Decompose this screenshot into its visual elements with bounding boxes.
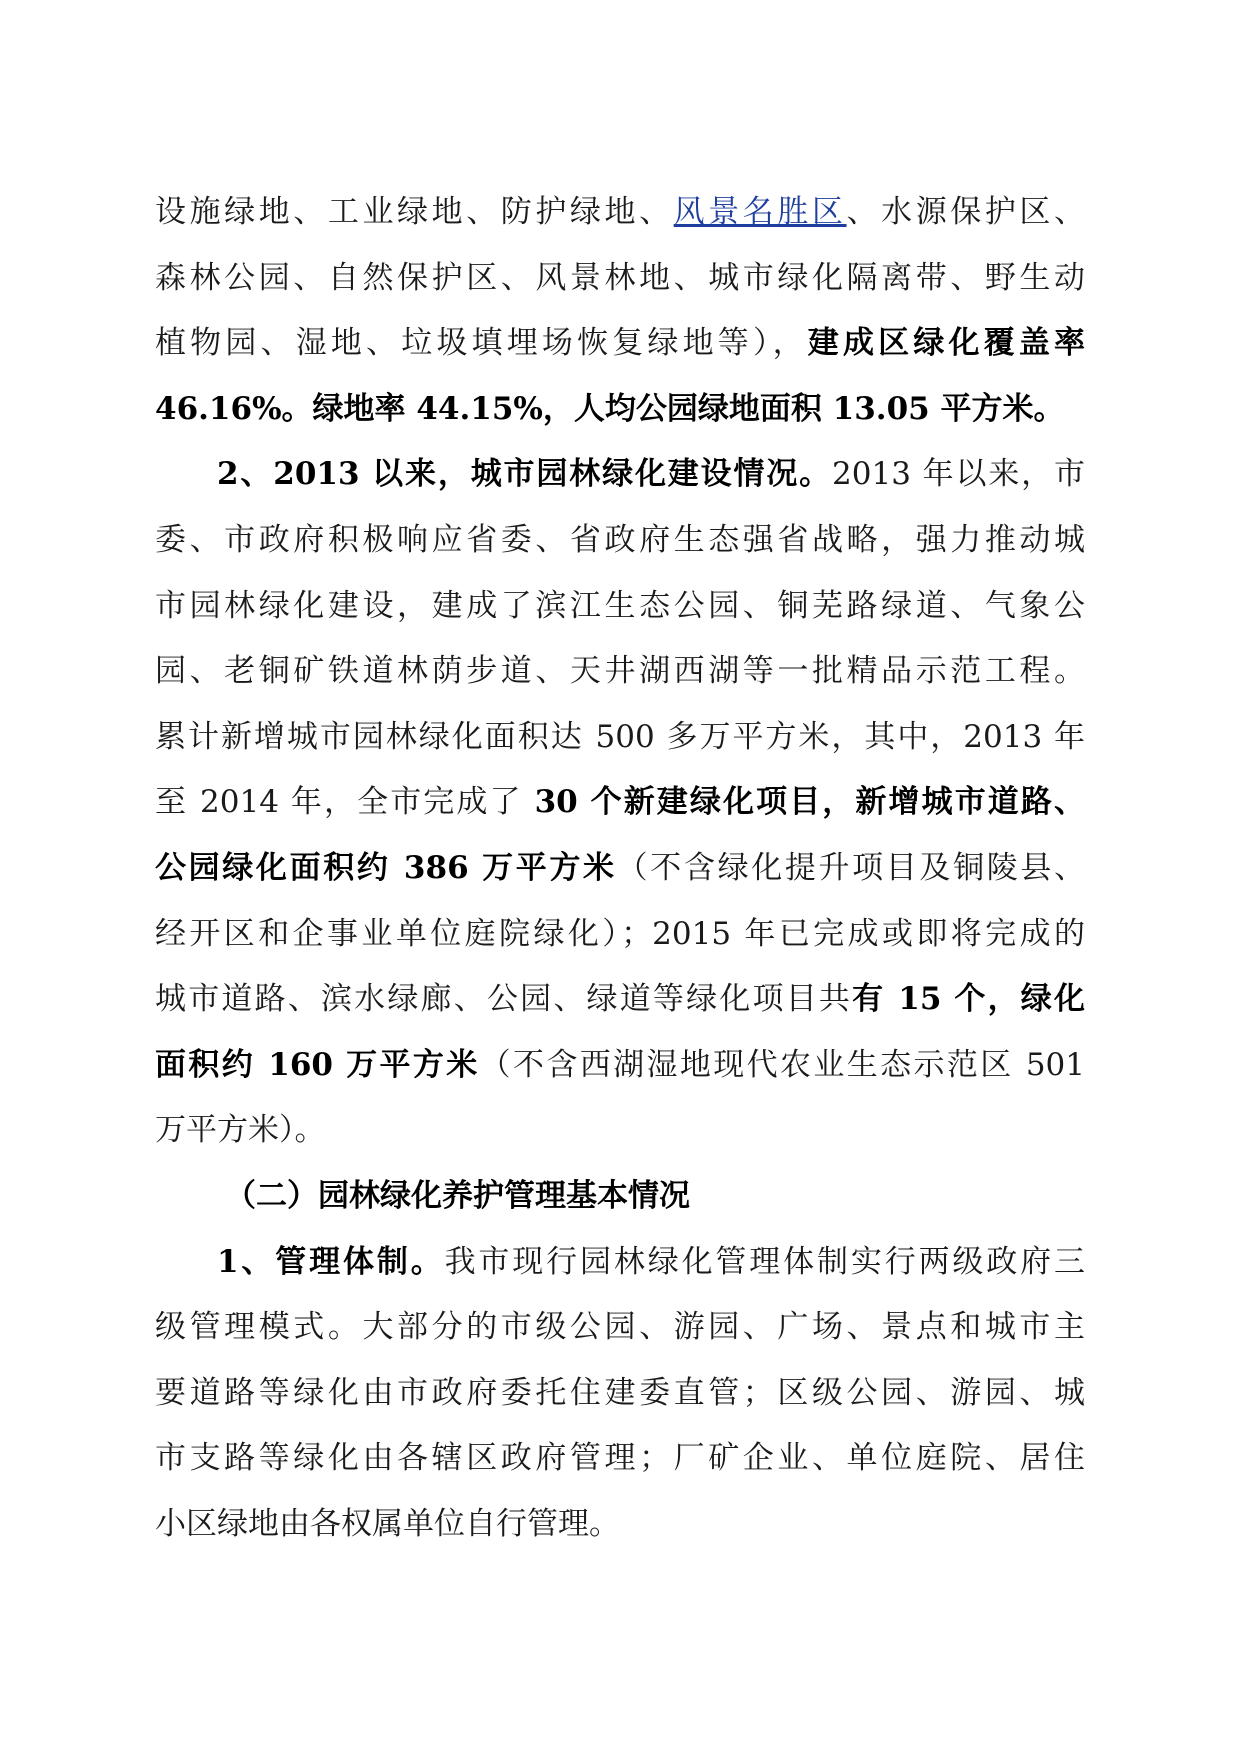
text-line: 市园林绿化建设，建成了滨江生态公园、铜芜路绿道、气象公	[155, 587, 1085, 624]
heading-text: （二）园林绿化养护管理基本情况	[225, 1177, 690, 1214]
scenic-area-link[interactable]: 风景名胜区	[673, 194, 847, 230]
document-body	[155, 180, 1085, 1557]
text-span: 我市现行园林绿化管理体制实行两级政府三	[444, 1243, 1085, 1280]
text-line: 园、老铜矿铁道林荫步道、天井湖西湖等一批精品示范工程。	[155, 653, 1085, 690]
text-line: 累计新增城市园林绿化面积达 500 多万平方米，其中，2013 年	[155, 718, 1085, 755]
section-lead: 1、管理体制。	[217, 1243, 445, 1280]
text-span: 植物园、湿地、垃圾填埋场恢复绿地等），	[155, 325, 808, 362]
text-span: （不含绿化提升项目及铜陵县、	[616, 849, 1085, 886]
text-line	[155, 377, 1085, 443]
text-span: 城市道路、滨水绿廊、公园、绿道等绿化项目共	[155, 981, 853, 1018]
text-line: 万平方米）。	[155, 1112, 326, 1149]
text-line	[155, 967, 1085, 1033]
text-line: 要道路等绿化由市政府委托住建委直管；区级公园、游园、城	[155, 1374, 1085, 1411]
section-lead: 2、2013 以来，城市园林绿化建设情况。	[217, 456, 833, 493]
text-span: 至 2014 年，全市完成了	[155, 784, 535, 821]
text-line: 小区绿地由各权属单位自行管理。	[155, 1505, 620, 1542]
bold-text: 30 个新建绿化项目，新增城市道路、	[534, 784, 1085, 821]
text-line	[155, 770, 1085, 836]
bold-text: 建成区绿化覆盖率	[807, 325, 1085, 362]
text-line: 市支路等绿化由各辖区政府管理；厂矿企业、单位庭院、居住	[155, 1440, 1085, 1477]
bold-text: 公园绿化面积约 386 万平方米	[155, 849, 617, 886]
text-span: 设施绿地、工业绿地、防护绿地、	[155, 194, 674, 230]
paragraph-start	[155, 1230, 1085, 1296]
bold-text: 面积约 160 万平方米	[155, 1046, 480, 1083]
text-line	[155, 180, 1085, 246]
text-line: 森林公园、自然保护区、风景林地、城市绿化隔离带、野生动	[155, 259, 1085, 296]
text-span: （不含西湖湿地现代农业生态示范区 501	[479, 1046, 1085, 1083]
text-span: 2013 年以来，市	[832, 456, 1085, 493]
text-line: 委、市政府积极响应省委、省政府生态强省战略，强力推动城	[155, 521, 1085, 558]
bold-text: 有 15 个，绿化	[852, 981, 1085, 1018]
text-span: 、水源保护区、	[846, 194, 1085, 230]
text-line	[155, 311, 1085, 377]
text-line: 经开区和企事业单位庭院绿化）；2015 年已完成或即将完成的	[155, 915, 1085, 952]
text-line	[155, 836, 1085, 902]
section-heading	[155, 1164, 1085, 1230]
bold-text: 46.16%。绿地率 44.15%，人均公园绿地面积 13.05 平方米。	[155, 390, 1065, 427]
text-line	[155, 1033, 1085, 1099]
text-line: 级管理模式。大部分的市级公园、游园、广场、景点和城市主	[155, 1309, 1085, 1346]
paragraph-start	[155, 442, 1085, 508]
